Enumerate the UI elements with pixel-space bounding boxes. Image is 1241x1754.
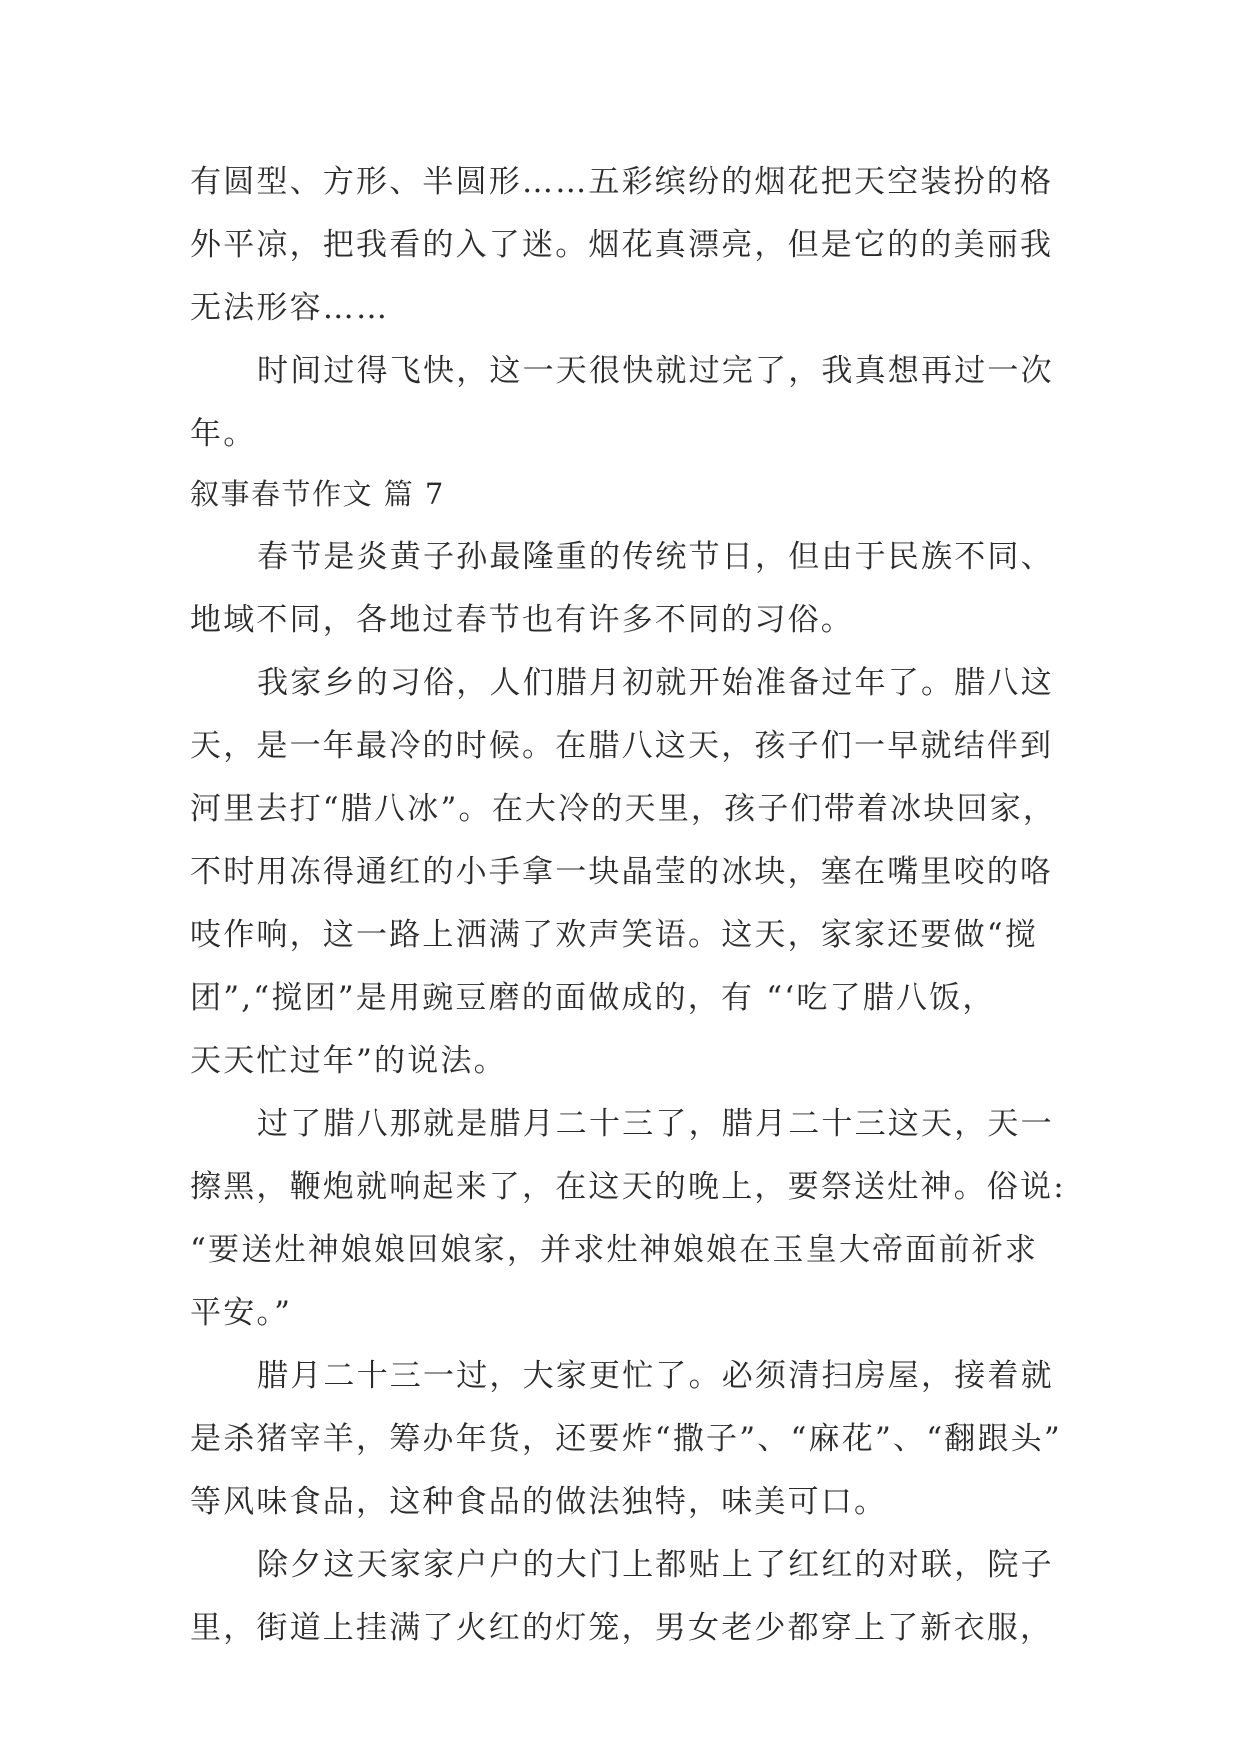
text-line: “要送灶神娘娘回娘家，并求灶神娘娘在玉皇大帝面前祈求: [190, 1232, 1039, 1268]
text-line: 天天忙过年”的说法。: [190, 1043, 507, 1079]
text-line: 天，是一年最冷的时候。在腊八这天，孩子们一早就结伴到: [190, 728, 1054, 764]
text-line: 年。: [190, 416, 257, 452]
text-line: 等风味食品，这种食品的做法独特，味美可口。: [190, 1484, 888, 1520]
paragraph-first-line: 除夕这天家家户户的大门上都贴上了红红的对联，院子: [257, 1547, 1054, 1583]
text-line: 里，街道上挂满了火红的灯笼，男女老少都穿上了新衣服，: [190, 1610, 1054, 1646]
text-line: 外平凉，把我看的入了迷。烟花真漂亮，但是它的的美丽我: [190, 227, 1054, 263]
paragraph-first-line: 腊月二十三一过，大家更忙了。必须清扫房屋，接着就: [257, 1358, 1054, 1394]
text-line: 有圆型、方形、半圆形……五彩缤纷的烟花把天空装扮的格: [190, 164, 1054, 200]
text-line: 河里去打“腊八冰”。在大冷的天里，孩子们带着冰块回家，: [190, 791, 1057, 827]
paragraph-first-line: 春节是炎黄子孙最隆重的传统节日，但由于民族不同、: [257, 539, 1054, 575]
section-heading: 叙事春节作文 篇 7: [190, 477, 445, 511]
text-line: 团”,“搅团”是用豌豆磨的面做成的，有 “‘吃了腊八饭，: [190, 980, 996, 1016]
text-line: 地域不同，各地过春节也有许多不同的习俗。: [190, 602, 854, 638]
text-line: 是杀猪宰羊，筹办年货，还要炸“撒子”、“麻花”、“翻跟头”: [190, 1421, 1062, 1457]
paragraph-first-line: 时间过得飞快，这一天很快就过完了，我真想再过一次: [257, 353, 1054, 389]
text-line: 平安。”: [190, 1295, 293, 1331]
paragraph-first-line: 我家乡的习俗，人们腊月初就开始准备过年了。腊八这: [257, 665, 1054, 701]
paragraph-first-line: 过了腊八那就是腊月二十三了，腊月二十三这天，天一: [257, 1106, 1054, 1142]
text-line: 无法形容……: [190, 290, 390, 326]
text-line: 擦黑，鞭炮就响起来了，在这天的晚上，要祭送灶神。俗说:: [190, 1169, 1066, 1205]
text-line: 吱作响，这一路上洒满了欢声笑语。这天，家家还要做“搅: [190, 917, 1039, 953]
text-line: 不时用冻得通红的小手拿一块晶莹的冰块，塞在嘴里咬的咯: [190, 854, 1054, 890]
